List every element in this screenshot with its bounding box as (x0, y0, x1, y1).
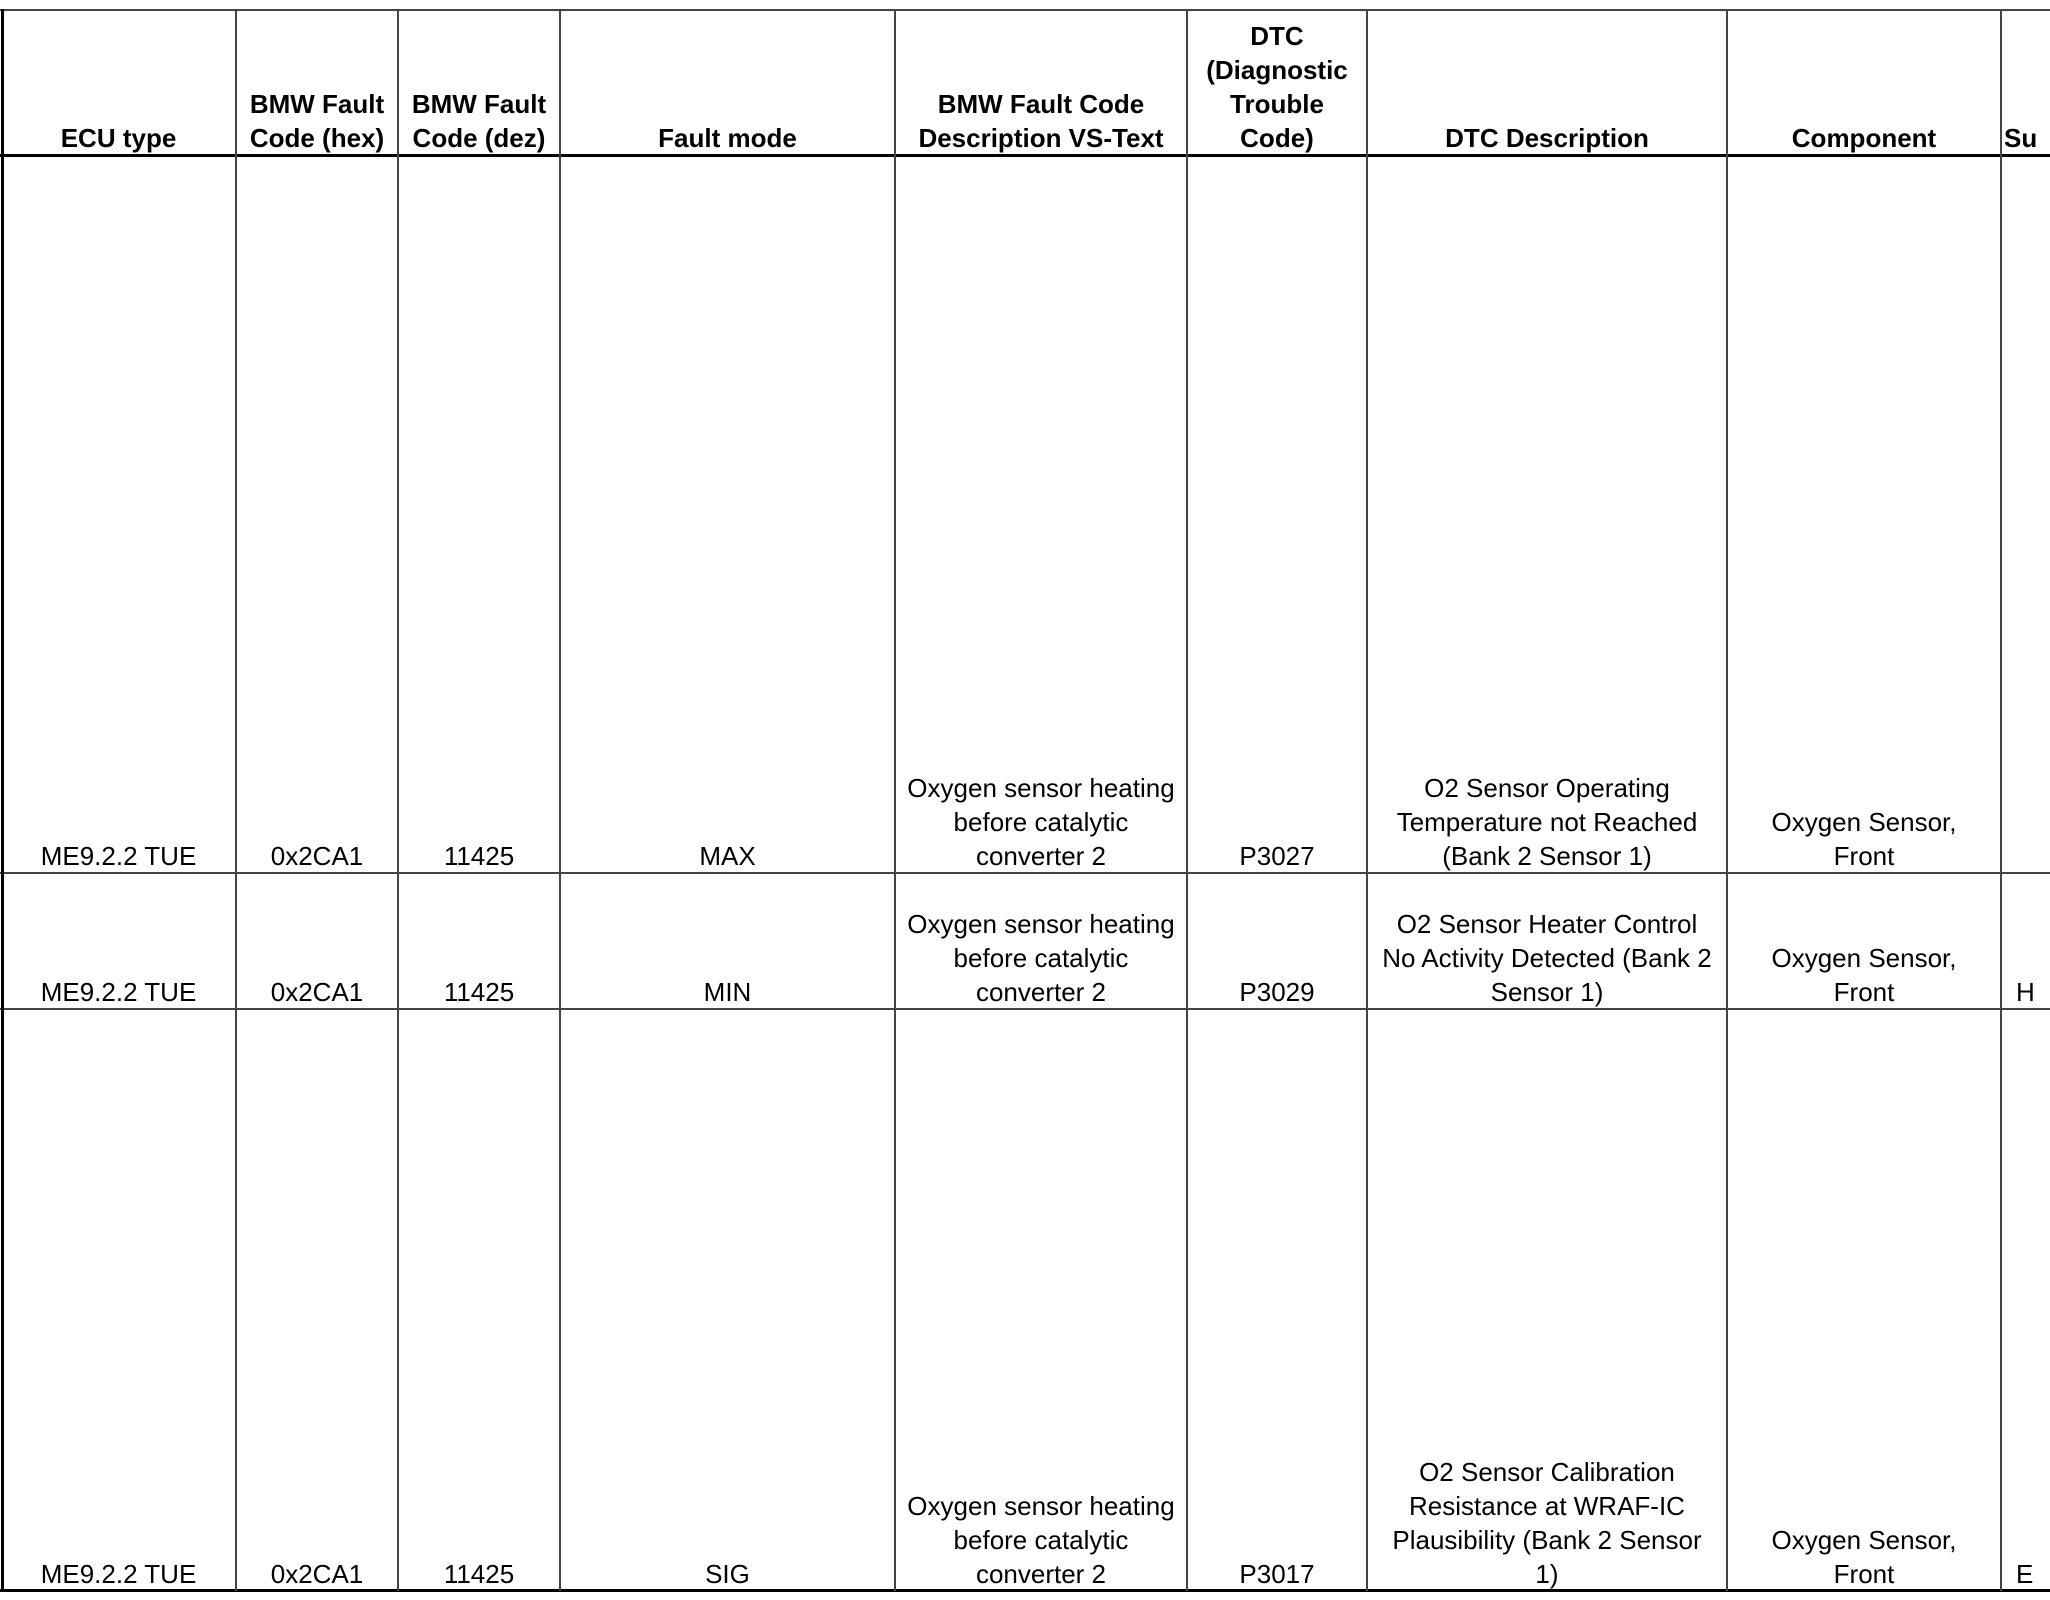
vs-text-cell: Oxygen sensor heating before catalytic converter 2 (907, 1491, 1175, 1589)
column-divider (235, 9, 237, 1591)
truncated-cell: E (2016, 1559, 2034, 1589)
dtc-cell: P3027 (1239, 841, 1315, 871)
table-bottom-border (0, 1589, 2050, 1592)
ecu-type-cell: ME9.2.2 TUE (40, 1559, 197, 1589)
header-fault-code-hex: BMW Fault Code (hex) (249, 89, 385, 153)
vs-text-cell: Oxygen sensor heating before catalytic converter 2 (907, 909, 1175, 1007)
header-fault-mode: Fault mode (658, 123, 797, 153)
header-dtc-description: DTC Description (1445, 123, 1649, 153)
column-divider (1, 9, 4, 1591)
column-divider (2000, 9, 2002, 1591)
vs-text-cell: Oxygen sensor heating before catalytic converter 2 (907, 773, 1175, 871)
header-ecu-type: ECU type (60, 123, 177, 153)
row-divider (0, 1008, 2050, 1010)
ecu-type-cell: ME9.2.2 TUE (40, 977, 197, 1007)
column-divider (1726, 9, 1728, 1591)
column-divider (559, 9, 561, 1591)
dtc-description-cell: O2 Sensor Calibration Resistance at WRAF-IC Plausibility (Bank 2 Sensor 1) (1392, 1457, 1702, 1589)
truncated-cell (2000, 157, 2050, 873)
dtc-description-cell: O2 Sensor Heater Control No Activity Detected (Bank 2 Sensor 1) (1382, 909, 1712, 1007)
ecu-type-cell: ME9.2.2 TUE (40, 841, 197, 871)
component-cell: Oxygen Sensor, Front (1771, 943, 1957, 1007)
dtc-description-cell: O2 Sensor Operating Temperature not Reached (Bank 2 Sensor 1) (1396, 773, 1698, 871)
fault-code-hex-cell: 0x2CA1 (270, 841, 364, 871)
header-truncated-column: Su (2004, 123, 2038, 153)
fault-code-hex-cell: 0x2CA1 (270, 1559, 364, 1589)
header-dtc: DTC (Diagnostic Trouble Code) (1206, 21, 1348, 153)
column-divider (1186, 9, 1188, 1591)
fault-mode-cell: SIG (705, 1559, 750, 1589)
fault-code-dez-cell: 11425 (443, 977, 515, 1007)
header-component: Component (1791, 123, 1937, 153)
fault-code-dez-cell: 11425 (443, 841, 515, 871)
table-top-border (0, 9, 2050, 11)
fault-code-dez-cell: 11425 (443, 1559, 515, 1589)
dtc-cell: P3029 (1239, 977, 1315, 1007)
row-divider (0, 872, 2050, 874)
component-cell: Oxygen Sensor, Front (1771, 1525, 1957, 1589)
column-divider (1366, 9, 1368, 1591)
truncated-cell: H (2016, 977, 2035, 1007)
fault-mode-cell: MIN (703, 977, 752, 1007)
header-fault-code-dez: BMW Fault Code (dez) (411, 89, 547, 153)
header-vs-text: BMW Fault Code Description VS-Text (918, 89, 1164, 153)
column-divider (894, 9, 896, 1591)
fault-code-hex-cell: 0x2CA1 (270, 977, 364, 1007)
header-bottom-border (0, 154, 2050, 157)
component-cell: Oxygen Sensor, Front (1771, 807, 1957, 871)
dtc-cell: P3017 (1239, 1559, 1315, 1589)
fault-mode-cell: MAX (699, 841, 756, 871)
column-divider (397, 9, 399, 1591)
